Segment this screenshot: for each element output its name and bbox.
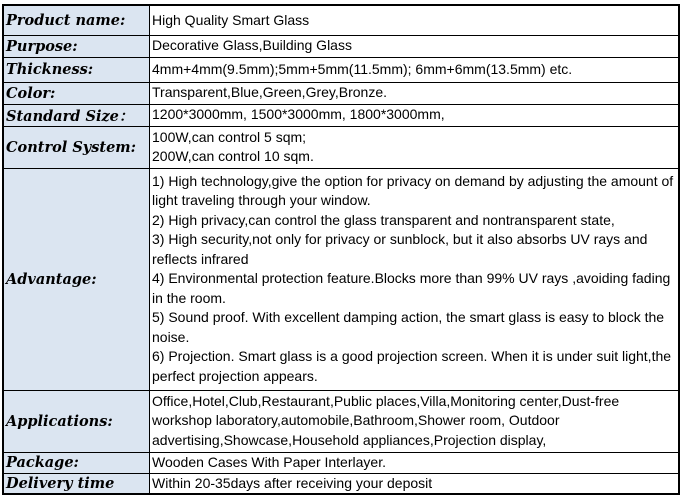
row-control-system (3, 126, 679, 168)
value-line: Within 20-35days after receiving your deposit (152, 474, 433, 491)
value-line: Transparent,Blue,Green,Grey,Bronze. (152, 84, 387, 101)
value-line: High Quality Smart Glass (152, 11, 310, 28)
value-product-name (150, 5, 680, 35)
label-package: Package: (3, 452, 150, 473)
advantage-item: 3) High security,not only for privacy or sunblock, but it also absorbs UV rays and reflects infrared (152, 231, 648, 267)
value-delivery-time (150, 473, 680, 494)
value-line: 4mm+4mm(9.5mm);5mm+5mm(11.5mm); 6mm+6mm(13.5mm) etc. (152, 60, 573, 77)
value-line: Wooden Cases With Paper Interlayer. (152, 453, 386, 470)
value-control-system (150, 126, 680, 168)
value-color (150, 82, 680, 104)
advantage-item: 5) Sound proof. With excellent damping action, the smart glass is easy to block the noise. (152, 309, 665, 345)
value-thickness (150, 57, 680, 82)
value-purpose (150, 35, 680, 57)
advantage-item: 4) Environmental protection feature.Blocks more than 99% UV rays ,avoiding fading in the room. (152, 270, 671, 306)
label-purpose: Purpose: (3, 35, 150, 57)
advantage-item: 6) Projection. Smart glass is a good projection screen. When it is under suit light,the perfect projection appears. (152, 348, 672, 384)
value-standard-size (150, 104, 680, 126)
row-standard-size (3, 104, 679, 126)
label-color: Color: (3, 82, 150, 104)
row-product-name (3, 5, 679, 35)
label-applications: Applications: (3, 390, 150, 452)
row-applications (3, 390, 679, 452)
value-applications (150, 390, 680, 452)
value-line: Decorative Glass,Building Glass (152, 37, 352, 54)
label-product-name: Product name: (3, 5, 150, 35)
label-delivery-time: Delivery time (3, 473, 150, 494)
value-line: 200W,can control 10 sqm. (152, 148, 314, 164)
product-spec-table (2, 4, 680, 495)
row-purpose (3, 35, 679, 57)
label-standard-size: Standard Size： (3, 104, 150, 126)
value-advantage (150, 168, 680, 390)
row-advantage (3, 168, 679, 390)
value-package (150, 452, 680, 473)
value-line: 1200*3000mm, 1500*3000mm, 1800*3000mm, (152, 106, 445, 123)
advantage-item: 2) High privacy,can control the glass transparent and nontransparent state, (152, 211, 615, 228)
row-thickness (3, 57, 679, 82)
value-line: 100W,can control 5 sqm; (152, 128, 307, 145)
label-advantage: Advantage: (3, 168, 150, 390)
row-delivery-time (3, 473, 679, 494)
row-color (3, 82, 679, 104)
label-control-system: Control System: (3, 126, 150, 168)
row-package (3, 452, 679, 473)
label-thickness: Thickness: (3, 57, 150, 82)
advantage-item: 1) High technology,give the option for privacy on demand by adjusting the amount of light traveling through your window. (152, 172, 674, 209)
applications-text: Office,Hotel,Club,Restaurant,Public places,Villa,Monitoring center,Dust-free workshop laboratory,automobile,Bathroom,Shower room, Outdoor advertising,Showcase,Household appliances,Projection display, (152, 392, 620, 448)
